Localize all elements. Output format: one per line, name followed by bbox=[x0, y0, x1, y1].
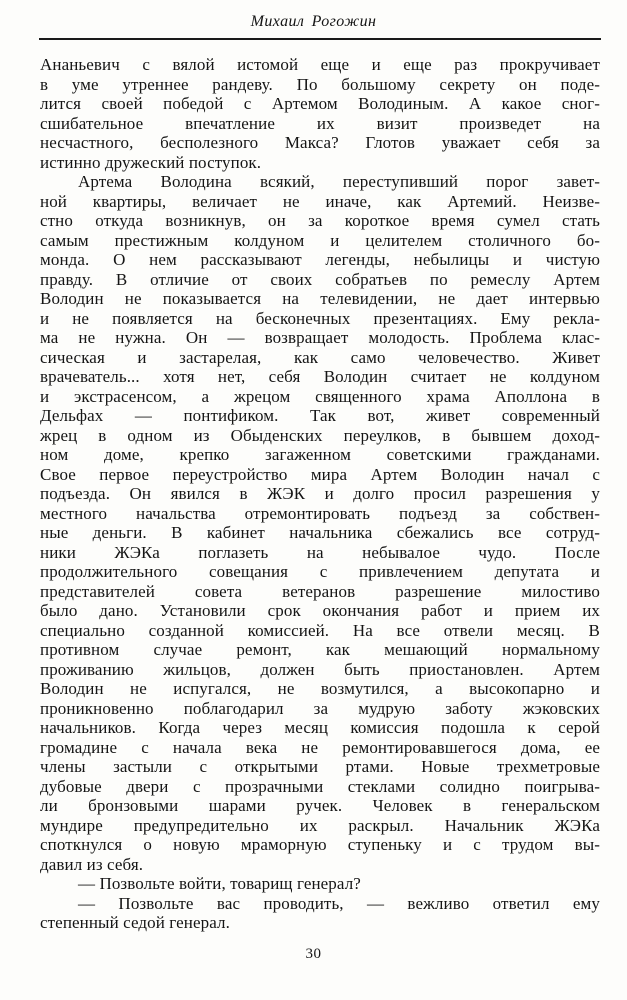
header-rule bbox=[39, 38, 601, 40]
text-line: ли бронзовыми шарами ручек. Человек в генеральском bbox=[40, 796, 600, 815]
text-line: начальников. Когда через месяц комиссия подошла к серой bbox=[40, 718, 600, 737]
text-line: проникновенно поблагодарил за мудрую заботу жэковских bbox=[40, 698, 600, 718]
text-line: сшибательное впечатление их визит произведет на bbox=[40, 113, 600, 133]
text-line: правду. В отличие от своих собратьев по ремеслу Артем bbox=[40, 269, 600, 289]
text-line: — Позвольте вас проводить, — вежливо ответил ему bbox=[78, 893, 600, 913]
text-line: давил из себя. bbox=[40, 854, 144, 874]
text-line: было дано. Установили срок окончания работ и прием их bbox=[40, 601, 600, 620]
text-line: ной квартиры, величает не иначе, как Артемий. Неизве- bbox=[40, 191, 600, 211]
text-line: Свое первое переустройство мира Артем Володин начал с bbox=[40, 464, 600, 484]
text-line: споткнулся о новую мраморную ступеньку и с трудом вы- bbox=[40, 835, 600, 854]
text-line: ники ЖЭКа поглазеть на небывалое чудо. После bbox=[40, 542, 600, 562]
text-line: врачеватель... хотя нет, себя Володин считает не колдуном bbox=[40, 367, 600, 386]
text-line: члены застыли с открытыми ртами. Новые трехметровые bbox=[40, 757, 600, 776]
text-line: Володин не испугался, не возмутился, а высокопарно и bbox=[40, 679, 600, 698]
text-line: Артема Володина всякий, переступивший порог завет- bbox=[78, 172, 600, 191]
text-line: стно откуда возникнув, он за короткое время сумел стать bbox=[40, 211, 600, 230]
running-header: Михаил Рогожин bbox=[250, 13, 377, 30]
text-line: представителей совета ветеранов разрешение милостиво bbox=[40, 581, 600, 601]
text-line: сическая и застарелая, как само человечество. Живет bbox=[40, 347, 600, 367]
text-line: — Позвольте войти, товарищ генерал? bbox=[78, 874, 361, 893]
text-line: подъезда. Он явился в ЖЭК и долго просил разрешения у bbox=[40, 484, 600, 503]
text-line: несчастного, бесполезного Макса? Глотов уважает себя за bbox=[40, 133, 600, 152]
text-block bbox=[40, 55, 600, 933]
page-number: 30 bbox=[305, 945, 322, 962]
text-line: местного начальства отремонтировать подъезд за собствен- bbox=[40, 503, 600, 523]
text-line: мундире предупредительно их раскрыл. Начальник ЖЭКа bbox=[40, 815, 600, 835]
text-line: ные деньги. В кабинет начальника сбежались все сотруд- bbox=[40, 523, 600, 542]
text-line: Дельфах — понтификом. Так вот, живет современный bbox=[40, 406, 600, 425]
text-line: лится своей победой с Артемом Володиным. А какое сног- bbox=[40, 94, 600, 113]
text-line: и экстрасенсом, а жрецом священного храма Аполлона в bbox=[40, 386, 600, 406]
text-line: ма не нужна. Он — возвращает молодость. Проблема клас- bbox=[40, 328, 600, 347]
text-line: монда. О нем рассказывают легенды, небылицы и чистую bbox=[40, 250, 600, 269]
text-line: в уме утреннее рандеву. По большому секрету он поде- bbox=[40, 74, 600, 94]
text-line: продолжительного совещания с привлечением депутата и bbox=[40, 562, 600, 581]
text-line: противном случае ремонт, как мешающий нормальному bbox=[40, 640, 600, 659]
text-line: ном доме, крепко загаженном советскими гражданами. bbox=[40, 445, 600, 464]
text-line: Ананьевич с вялой истомой еще и еще раз прокручивает bbox=[40, 55, 600, 74]
text-line: Володин не показывается на телевидении, не дает интервью bbox=[40, 289, 600, 308]
text-line: и не появляется на бесконечных презентациях. Ему рекла- bbox=[40, 308, 600, 328]
text-line: дубовые двери с прозрачными стеклами солидно поигрыва- bbox=[40, 776, 600, 796]
text-line: жрец в одном из Обыденских переулков, в бывшем доход- bbox=[40, 425, 600, 445]
text-line: проживанию жильцов, должен быть приостановлен. Артем bbox=[40, 659, 600, 679]
text-line: громадине с начала века не ремонтировавшегося дома, ее bbox=[40, 737, 600, 757]
text-line: самым престижным колдуном и целителем столичного бо- bbox=[40, 230, 600, 250]
text-line: степенный седой генерал. bbox=[40, 913, 230, 932]
text-line: истинно дружеский поступок. bbox=[40, 152, 262, 172]
text-line: специально созданной комиссией. На все отвели месяц. В bbox=[40, 620, 600, 640]
